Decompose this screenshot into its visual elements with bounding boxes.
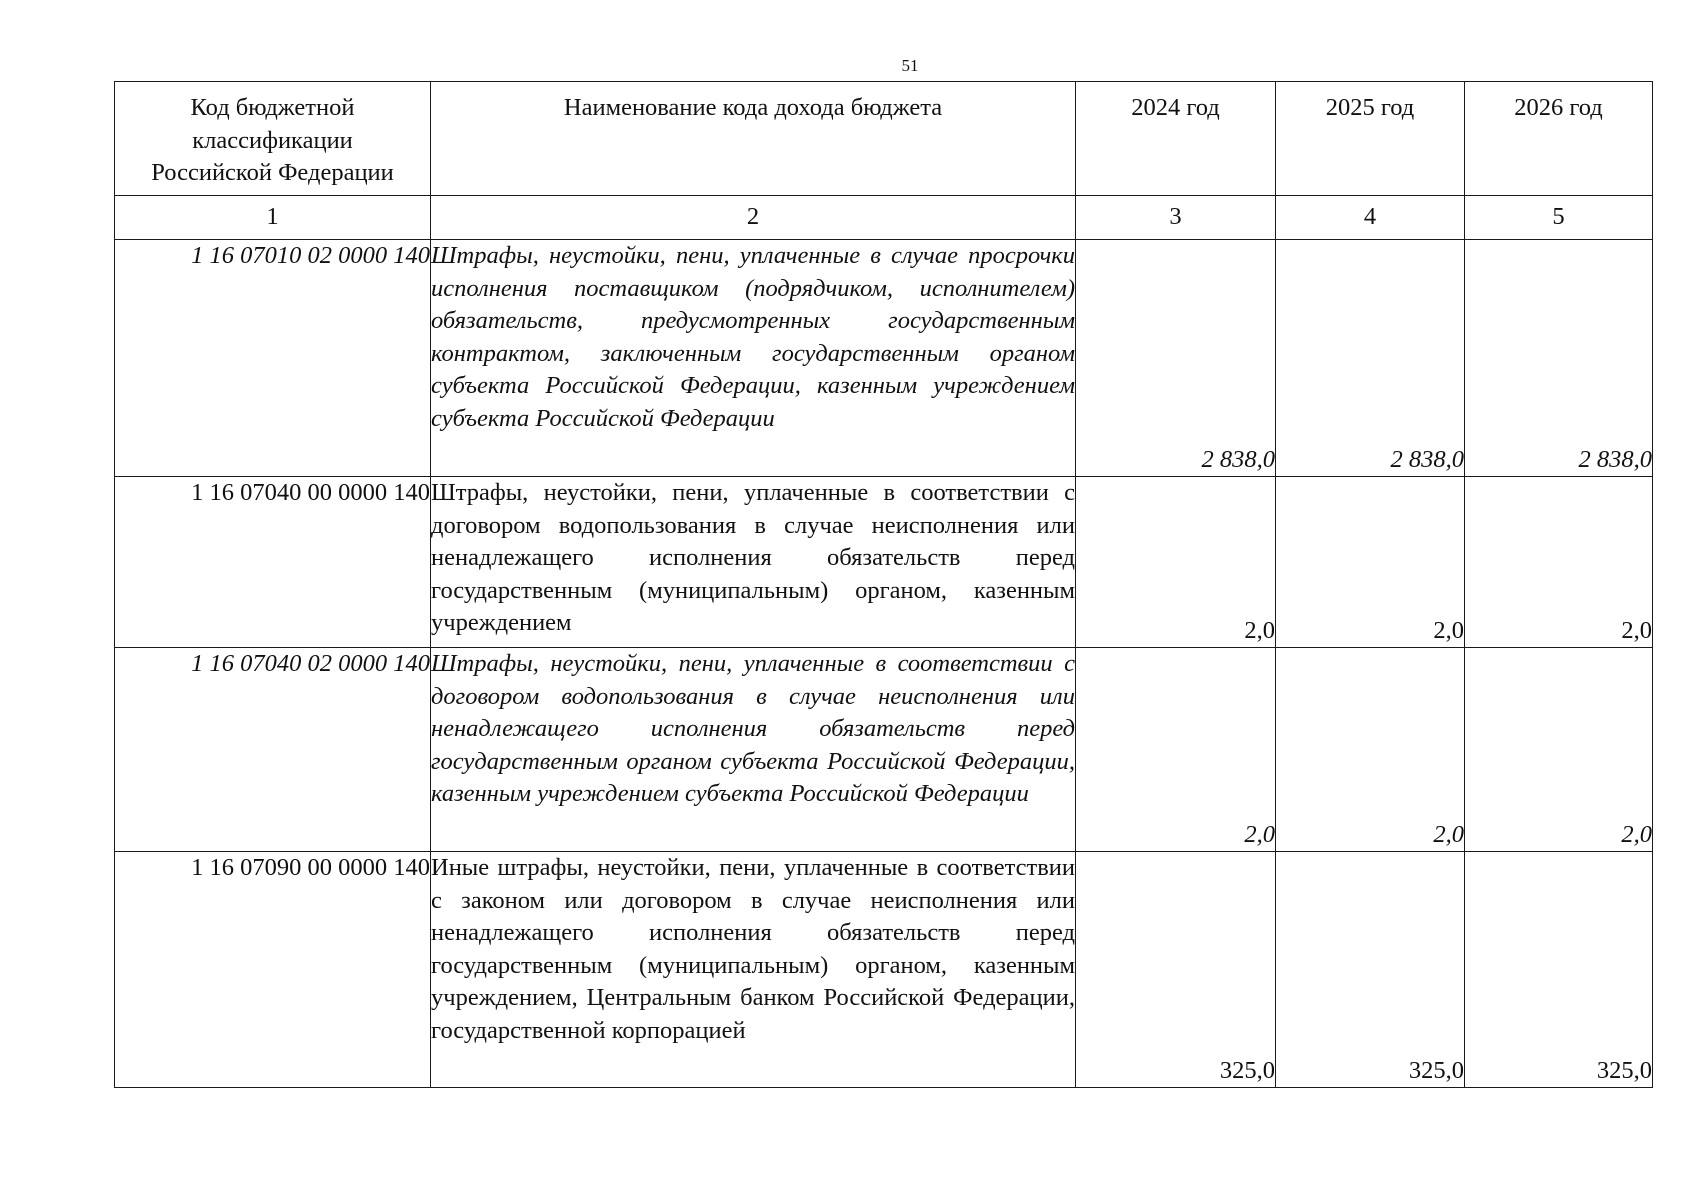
income-name-cell: Штрафы, неустойки, пени, уплаченные в соответствии с договором водопользования в случае неисполнения или ненадлежащего исполнения обязательств перед государственным (муниципальным) органом, казенным учреждением [431,477,1076,648]
budget-code-cell: 1 16 07010 02 0000 140 [115,240,431,477]
amount-2025-cell: 325,0 [1276,852,1465,1088]
header-year-2026-label: 2026 год [1514,94,1603,121]
column-number: 2 [431,196,1076,240]
amount-2024-cell: 2,0 [1076,648,1276,852]
budget-code-cell: 1 16 07090 00 0000 140 [115,852,431,1088]
income-name-cell: Штрафы, неустойки, пени, уплаченные в случае просрочки исполнения поставщиком (подрядчиком, исполнителем) обязательств, предусмотренных государственным контрактом, заключенным государственным органом субъекта Российской Федерации, казенным учреждением субъекта Российской Федерации [431,240,1076,477]
amount-2024-cell: 325,0 [1076,852,1276,1088]
column-number-row [115,196,1653,240]
column-number: 5 [1465,196,1653,240]
amount-2024-cell: 2,0 [1076,477,1276,648]
amount-2026-cell: 2 838,0 [1465,240,1653,477]
amount-2025-cell: 2 838,0 [1276,240,1465,477]
header-year-2024 [1076,82,1276,196]
table-row [115,240,1653,477]
column-number: 1 [115,196,431,240]
amount-2026-cell: 2,0 [1465,477,1653,648]
amount-2024-cell: 2 838,0 [1076,240,1276,477]
income-name-cell: Иные штрафы, неустойки, пени, уплаченные в соответствии с законом или договором в случае неисполнения или ненадлежащего исполнения обязательств перед государственным (муниципальным) органом, казенным учреждением, Центральным банком Российской Федерации, государственной корпорацией [431,852,1076,1088]
table-row [115,852,1653,1088]
table-row [115,477,1653,648]
amount-2026-cell: 2,0 [1465,648,1653,852]
header-year-2025 [1276,82,1465,196]
income-name-cell: Штрафы, неустойки, пени, уплаченные в соответствии с договором водопользования в случае неисполнения или ненадлежащего исполнения обязательств перед государственным органом субъекта Российской Федерации, казенным учреждением субъекта Российской Федерации [431,648,1076,852]
page-number: 51 [901,56,919,75]
budget-revenue-table [114,81,1653,1088]
header-income-name [431,82,1076,196]
budget-code-cell: 1 16 07040 00 0000 140 [115,477,431,648]
header-row [115,82,1653,196]
header-budget-code-label: Код бюджетной классификации Российской Федерации [151,94,394,186]
header-year-2026 [1465,82,1653,196]
amount-2026-cell: 325,0 [1465,852,1653,1088]
header-year-2025-label: 2025 год [1325,94,1415,121]
header-budget-code [115,82,431,196]
budget-code-cell: 1 16 07040 02 0000 140 [115,648,431,852]
amount-2025-cell: 2,0 [1276,648,1465,852]
column-number: 4 [1276,196,1465,240]
header-year-2024-label: 2024 год [1131,94,1220,121]
column-number: 3 [1076,196,1276,240]
table-row [115,648,1653,852]
amount-2025-cell: 2,0 [1276,477,1465,648]
header-income-name-label: Наименование кода дохода бюджета [563,94,943,121]
